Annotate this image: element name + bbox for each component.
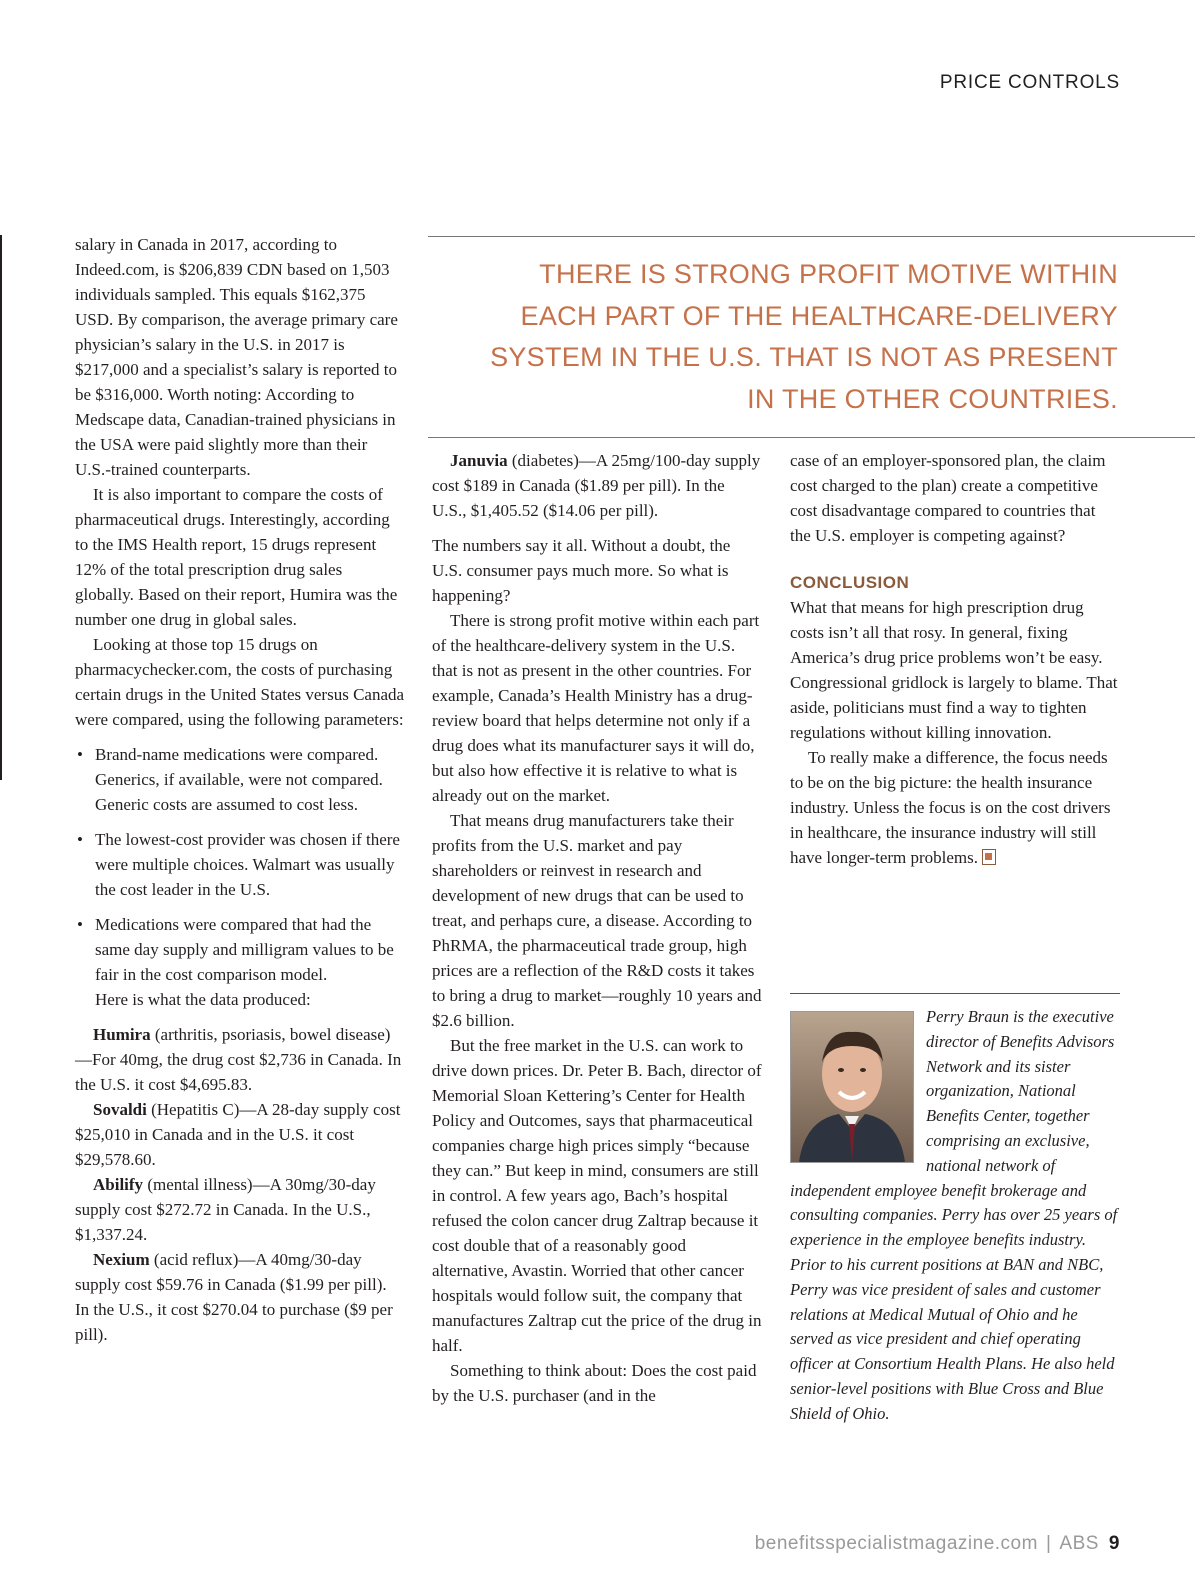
- author-bio: [790, 1005, 1122, 1427]
- list-item-text: Medications were compared that had the same day supply and milligram values to be fair in the cost comparison model.: [95, 915, 394, 984]
- footer-site: benefitsspecialistmagazine.com: [754, 1533, 1038, 1554]
- drug-name: Humira: [93, 1025, 151, 1044]
- author-photo: [790, 1011, 914, 1163]
- end-mark-icon: [982, 849, 996, 865]
- paragraph: Something to think about: Does the cost paid by the U.S. purchaser (and in the: [432, 1361, 757, 1405]
- drug-name: Januvia: [450, 451, 508, 470]
- column-2: [432, 448, 762, 1408]
- drug-detail: (acid reflux)—A 40mg/30-day supply cost $59.76 in Canada ($1.99 per pill). In the U.S., it cost $270.04 to purchase ($9 per pill).: [75, 1250, 393, 1344]
- page-number: 9: [1108, 1533, 1120, 1554]
- paragraph: Looking at those top 15 drugs on pharmacychecker.com, the costs of purchasing certain drugs in the United States versus Canada were compared, using the following parameters:: [75, 635, 405, 729]
- portrait-icon: [791, 1012, 913, 1162]
- bullet-icon: •: [77, 745, 83, 764]
- pull-quote: THERE IS STRONG PROFIT MOTIVE WITHIN EACH PART OF THE HEALTHCARE-DELIVERY SYSTEM IN THE U.S. THAT IS NOT AS PRESENT IN THE OTHER COUNTRIES.: [490, 259, 1118, 414]
- drug-name: Sovaldi: [93, 1100, 147, 1119]
- bio-divider: [790, 993, 1120, 994]
- drug-entry: [75, 1172, 405, 1247]
- bio-text: Perry Braun is the executive director of Benefits Advisors Network and its sister organization, National Benefits Center, together comprising an exclusive, national network of independent employee benefit brokerage and consulting companies. Perry has over 25 years of experience in the employee benefits industry. Prior to his current positions at BAN and NBC, Perry was vice president of sales and customer relations at Medical Mutual of Ohio and he served as vice president and chief operating officer at Consortium Health Plans. He also held senior-level positions with Blue Cross and Blue Shield of Ohio.: [790, 1007, 1118, 1423]
- drug-entry: [432, 448, 762, 523]
- paragraph-text: To really make a difference, the focus needs to be on the big picture: the health insurance industry. Unless the focus is on the cost drivers in healthcare, the insurance industry will still have longer-term problems.: [790, 748, 1111, 867]
- footer-separator: |: [1045, 1533, 1052, 1554]
- footer-abbr: ABS: [1059, 1533, 1099, 1554]
- column-1: [75, 232, 405, 1347]
- drug-detail: (arthritis, psoriasis, bowel disease)—For 40mg, the drug cost $2,736 in Canada. In the U.S. it cost $4,695.83.: [75, 1025, 402, 1094]
- drug-name: Abilify: [93, 1175, 144, 1194]
- paragraph: It is also important to compare the costs of pharmaceutical drugs. Interestingly, according to the IMS Health report, 15 drugs represent 12% of the total prescription drug sales globally. Based on their report, Humira was the number one drug in global sales.: [75, 485, 398, 629]
- drug-name: Nexium: [93, 1250, 150, 1269]
- page-footer: [755, 1533, 1120, 1555]
- drug-entry: [75, 1247, 405, 1347]
- drug-entry: [75, 1022, 405, 1097]
- list-item-text: The lowest-cost provider was chosen if there were multiple choices. Walmart was usually the cost leader in the U.S.: [95, 830, 400, 899]
- drug-detail: (Hepatitis C)—A 28-day supply cost $25,010 in Canada and in the U.S. it cost $29,578.60.: [75, 1100, 401, 1169]
- parameter-list: [75, 742, 405, 1012]
- list-item: [75, 742, 405, 817]
- drug-detail: (diabetes)—A 25mg/100-day supply cost $189 in Canada ($1.89 per pill). In the U.S., $1,405.52 ($14.06 per pill).: [432, 451, 761, 520]
- paragraph: [790, 745, 1120, 870]
- list-item: [75, 912, 405, 1012]
- drug-entry: [75, 1097, 405, 1172]
- paragraph: case of an employer-sponsored plan, the claim cost charged to the plan) create a competitive cost disadvantage compared to countries that the U.S. employer is competing against?: [790, 451, 1106, 545]
- drug-detail: (mental illness)—A 30mg/30-day supply cost $272.72 in Canada. In the U.S., $1,337.24.: [75, 1175, 376, 1244]
- list-item-text: Brand-name medications were compared. Generics, if available, were not compared. Generic costs are assumed to cost less.: [95, 745, 383, 814]
- list-item: [75, 827, 405, 902]
- conclusion-heading: CONCLUSION: [790, 573, 910, 592]
- paragraph: The numbers say it all. Without a doubt, the U.S. consumer pays much more. So what is happening?: [432, 536, 731, 605]
- paragraph: But the free market in the U.S. can work to drive down prices. Dr. Peter B. Bach, director of Memorial Sloan Kettering’s Center for Health Policy and Outcomes, says that pharmaceutical companies charge high prices simply “because they can.” But keep in mind, consumers are still in control. A few years ago, Bach’s hospital refused the colon cancer drug Zaltrap because it cost double that of a reasonably good alternative, Avastin. Worried that other cancer hospitals would follow suit, the company that manufactures Zaltrap cut the price of the drug in half.: [432, 1036, 762, 1355]
- paragraph: What that means for high prescription drug costs isn’t all that rosy. In general, fixing America’s drug price problems won’t be easy. Congressional gridlock is largely to blame. That aside, politicians must find a way to tighten regulations without killing innovation.: [790, 598, 1118, 742]
- paragraph: There is strong profit motive within each part of the healthcare-delivery system in the U.S. that is not as present in the other countries. For example, Canada’s Health Ministry has a drug-review board that helps determine not only if a drug does what its manufacturer says it will do, but also how effective it is relative to what is already out on the market.: [432, 611, 760, 805]
- section-label: PRICE CONTROLS: [939, 72, 1120, 93]
- bullet-icon: •: [77, 915, 83, 934]
- list-item-text: Here is what the data produced:: [95, 990, 311, 1009]
- column-3: [790, 448, 1120, 870]
- paragraph: salary in Canada in 2017, according to Indeed.com, is $206,839 CDN based on 1,503 individuals sampled. This equals $162,375 USD. By comparison, the average primary care physician’s salary in the U.S. in 2017 is $217,000 and a specialist’s salary is reported to be $316,000. Worth noting: According to Medscape data, Canadian-trained physicians in the USA were paid slightly more than their U.S.-trained counterparts.: [75, 235, 398, 479]
- margin-bar: [0, 235, 2, 780]
- bullet-icon: •: [77, 830, 83, 849]
- paragraph: That means drug manufacturers take their profits from the U.S. market and pay shareholders or reinvest in research and development of new drugs that can be used to treat, and perhaps cure, a disease. According to PhRMA, the pharmaceutical trade group, high prices are a reflection of the R&D costs it takes to bring a drug to market—roughly 10 years and $2.6 billion.: [432, 811, 762, 1030]
